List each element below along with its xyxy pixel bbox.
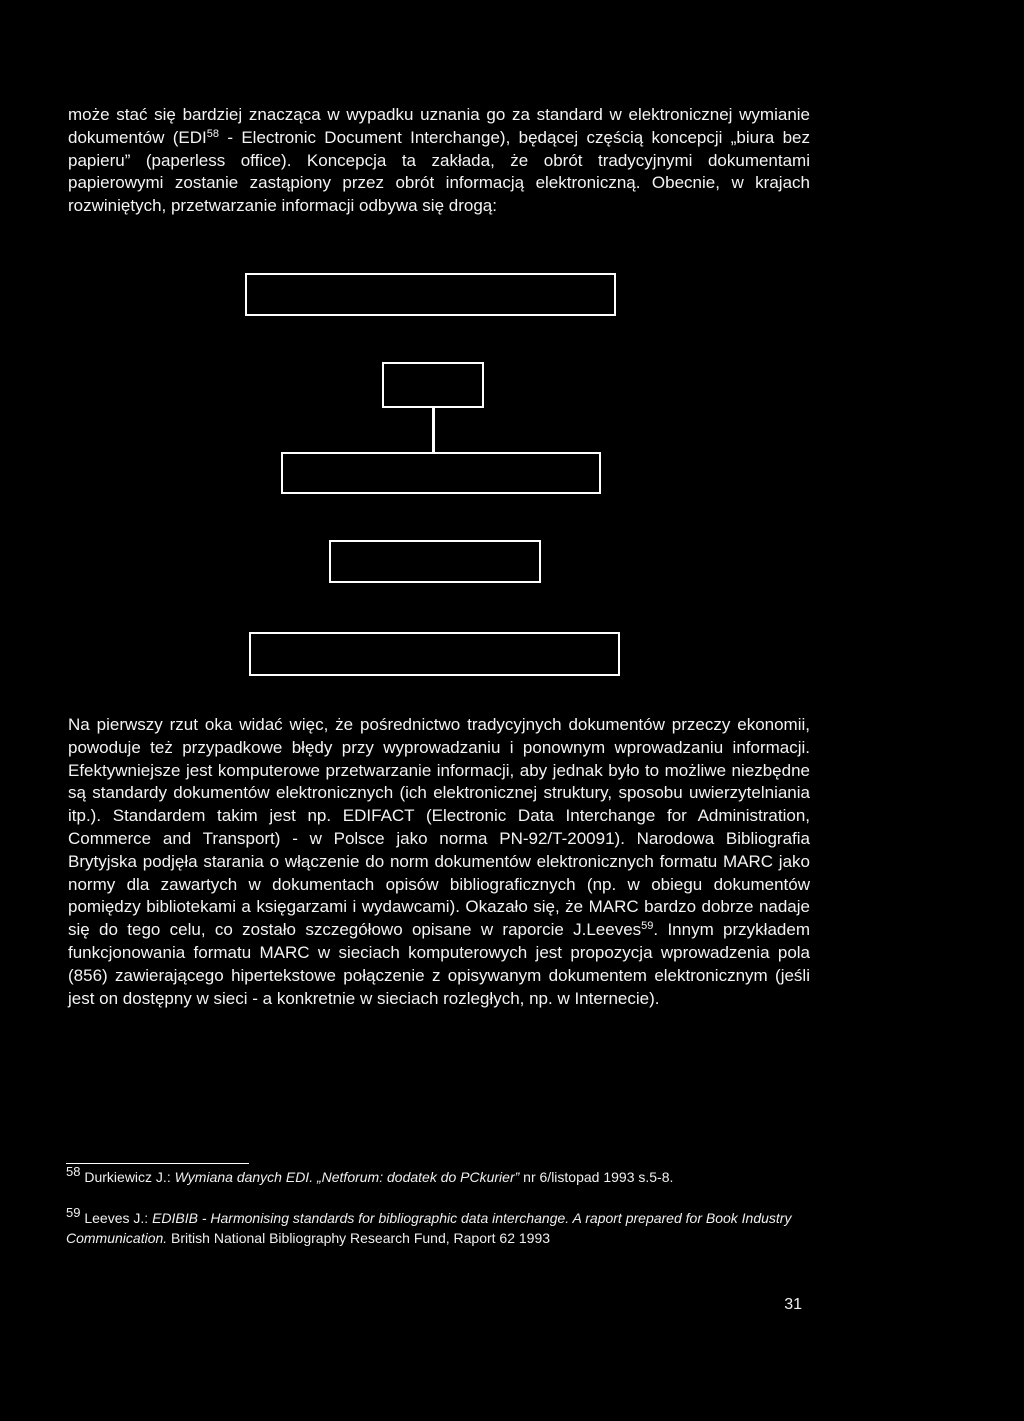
footnote-author: Durkiewicz J.: (80, 1169, 175, 1185)
intro-text-2: - Electronic Document Interchange), będącej częścią koncepcji „biura bez papieru” (paperless office). Koncepcja ta zakłada, że obrót tradycyjnymi dokumentami papierowymi zostanie zastąpiony przez obrót informacją elektroniczną. Obecnie, w krajach rozwiniętych, przetwarzanie informacji odbywa się drogą: (68, 127, 810, 216)
intro-paragraph (68, 104, 810, 218)
footnote-58 (66, 1164, 814, 1187)
page-number: 31 (784, 1296, 802, 1313)
body-text-2: . Innym przykładem funkcjonowania formatu MARC w sieciach komputerowych jest propozycja wprowadzenia pola (856) zawierającego hipertekstowe połączenie z opisywanym dokumentem elektronicznym (jeśli jest on dostępny w sieci - a konkretnie w sieciach rozległych, np. w Internecie). (68, 920, 810, 1008)
footnote-separator (66, 1163, 249, 1164)
footnote-source: British National Bibliography Research Fund, Raport 62 1993 (167, 1230, 551, 1246)
body-text-1: Na pierwszy rzut oka widać więc, że pośrednictwo tradycyjnych dokumentów przeczy ekonomii, powoduje też przypadkowe błędy przy wyprowadzaniu i ponownym wprowadzaniu informacji. Efektywniejsze jest komputerowe przetwarzanie informacji, aby jednak było to możliwe niezbędne są standardy dokumentów elektronicznych (ich elektronicznej struktury, sposobu uwierzytelniania itp.). Standardem takim jest np. EDIFACT (Electronic Data Interchange for Administration, Commerce and Transport) - w Polsce jako norma PN-92/T-20091). Narodowa Bibliografia Brytyjska podjęła starania o włączenie do norm dokumentów elektronicznych formatu MARC jako normy dla zawartych w dokumentach opisów bibliograficznych (np. w obiegu dokumentów pomiędzy bibliotekami a księgarzami i wydawcami). Okazało się, że MARC bardzo dobrze nadaje się do tego celu, co zostało szczegółowo opisane w raporcie J.Leeves (68, 715, 810, 940)
diagram-box-4 (329, 540, 541, 583)
footnote-title: Wymiana danych EDI. „Netforum: dodatek do PCkurier” (174, 1169, 520, 1185)
body-paragraph (68, 714, 810, 1010)
footnote-number: 59 (66, 1205, 81, 1220)
diagram-box-3 (281, 452, 601, 494)
intro-text-1: może stać się bardziej znacząca w wypadku uznania go za standard w elektronicznej wymianie dokumentów (EDI (68, 105, 810, 147)
diagram-connector-line (432, 408, 435, 452)
footnote-source: nr 6/listopad 1993 s.5-8. (519, 1169, 674, 1185)
footnote-ref-59: 59 (641, 920, 654, 933)
footnote-title: EDIBIB - Harmonising standards for bibliographic data interchange. A raport prepared for Book Industry Communication. (66, 1210, 792, 1246)
footnote-number: 58 (66, 1164, 81, 1179)
diagram-box-5 (249, 632, 620, 676)
diagram-box-1 (245, 273, 616, 316)
footnote-author: Leeves J.: (80, 1210, 153, 1226)
footnote-59 (66, 1205, 814, 1248)
diagram-box-2 (382, 362, 484, 408)
footnote-ref-58: 58 (206, 127, 219, 140)
